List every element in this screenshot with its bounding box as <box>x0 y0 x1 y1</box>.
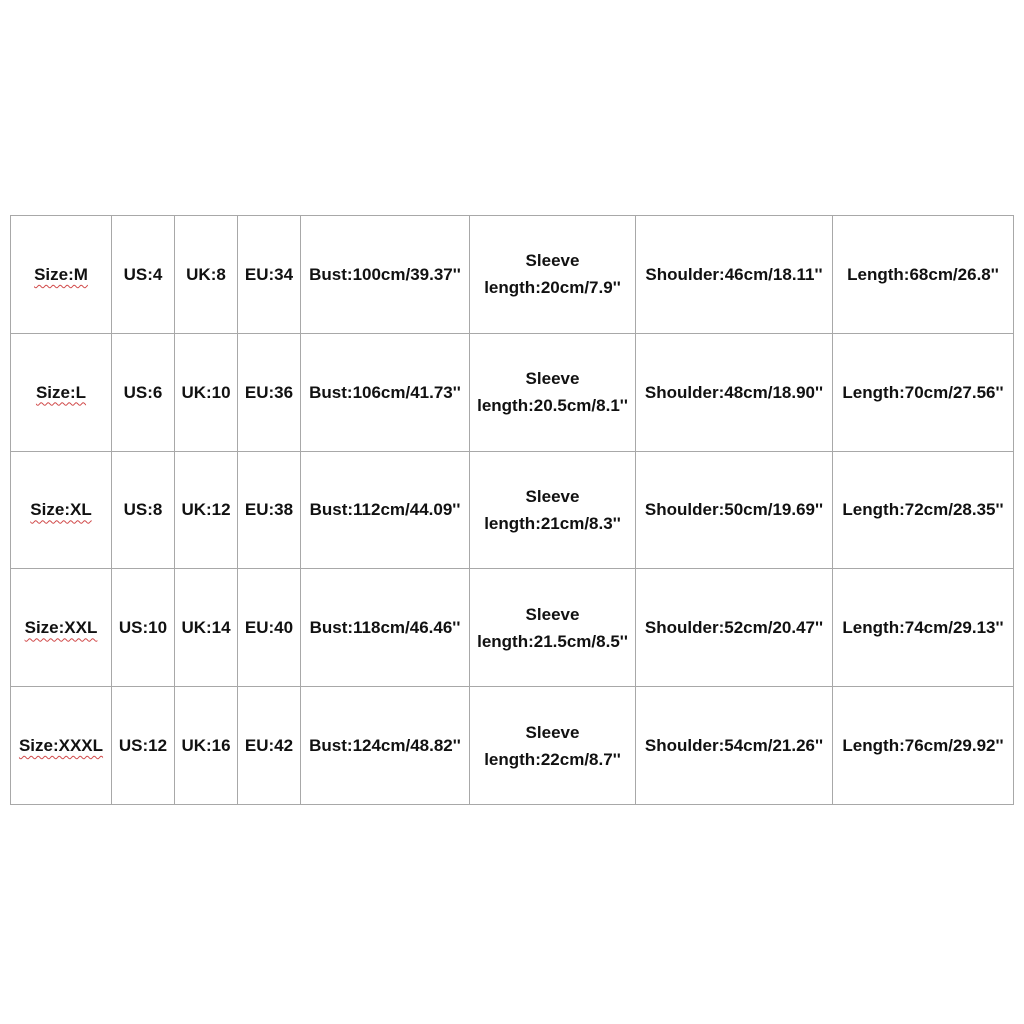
eu-size-cell: EU:40 <box>238 569 301 687</box>
length-cell: Length:76cm/29.92'' <box>833 687 1014 805</box>
sleeve-label: Sleeve <box>525 369 580 389</box>
bust-cell: Bust:118cm/46.46'' <box>301 569 470 687</box>
shoulder-cell: Shoulder:48cm/18.90'' <box>636 333 833 451</box>
us-size-cell: US:10 <box>112 569 175 687</box>
length-cell: Length:74cm/29.13'' <box>833 569 1014 687</box>
us-size-cell: US:4 <box>112 216 175 334</box>
uk-size-cell: UK:14 <box>175 569 238 687</box>
size-cell <box>11 451 112 569</box>
us-size-cell: US:6 <box>112 333 175 451</box>
table-row <box>11 333 1014 451</box>
sleeve-label: Sleeve <box>525 722 580 742</box>
size-label: Size:M <box>34 264 88 284</box>
us-size-cell: US:8 <box>112 451 175 569</box>
sleeve-label: Sleeve <box>525 251 580 271</box>
bust-cell: Bust:106cm/41.73'' <box>301 333 470 451</box>
size-label: Size:XXXL <box>18 736 104 756</box>
size-label: Size:L <box>35 382 87 402</box>
table-row <box>11 451 1014 569</box>
uk-size-cell: UK:8 <box>175 216 238 334</box>
sleeve-cell <box>470 451 636 569</box>
eu-size-cell: EU:38 <box>238 451 301 569</box>
size-cell <box>11 216 112 334</box>
eu-size-cell: EU:42 <box>238 687 301 805</box>
uk-size-cell: UK:10 <box>175 333 238 451</box>
bust-cell: Bust:112cm/44.09'' <box>301 451 470 569</box>
shoulder-cell: Shoulder:50cm/19.69'' <box>636 451 833 569</box>
us-size-cell: US:12 <box>112 687 175 805</box>
uk-size-cell: UK:12 <box>175 451 238 569</box>
sleeve-length-value: length:20.5cm/8.1'' <box>477 396 628 416</box>
uk-size-cell: UK:16 <box>175 687 238 805</box>
table-row <box>11 687 1014 805</box>
bust-cell: Bust:100cm/39.37'' <box>301 216 470 334</box>
shoulder-cell: Shoulder:52cm/20.47'' <box>636 569 833 687</box>
length-cell: Length:70cm/27.56'' <box>833 333 1014 451</box>
length-cell: Length:72cm/28.35'' <box>833 451 1014 569</box>
eu-size-cell: EU:34 <box>238 216 301 334</box>
size-cell <box>11 687 112 805</box>
sleeve-label: Sleeve <box>525 486 580 506</box>
size-label: Size:XXL <box>24 618 98 638</box>
size-cell <box>11 333 112 451</box>
size-cell <box>11 569 112 687</box>
sleeve-cell <box>470 216 636 334</box>
sleeve-cell <box>470 333 636 451</box>
sleeve-length-value: length:20cm/7.9'' <box>484 278 621 298</box>
sleeve-cell <box>470 569 636 687</box>
sleeve-length-value: length:21cm/8.3'' <box>484 513 621 533</box>
sleeve-length-value: length:21.5cm/8.5'' <box>477 631 628 651</box>
sleeve-cell <box>470 687 636 805</box>
table-row <box>11 569 1014 687</box>
sleeve-label: Sleeve <box>525 604 580 624</box>
table-row <box>11 216 1014 334</box>
shoulder-cell: Shoulder:54cm/21.26'' <box>636 687 833 805</box>
size-chart-table <box>10 215 1014 805</box>
length-cell: Length:68cm/26.8'' <box>833 216 1014 334</box>
bust-cell: Bust:124cm/48.82'' <box>301 687 470 805</box>
eu-size-cell: EU:36 <box>238 333 301 451</box>
sleeve-length-value: length:22cm/8.7'' <box>484 749 621 769</box>
size-label: Size:XL <box>30 500 92 520</box>
shoulder-cell: Shoulder:46cm/18.11'' <box>636 216 833 334</box>
